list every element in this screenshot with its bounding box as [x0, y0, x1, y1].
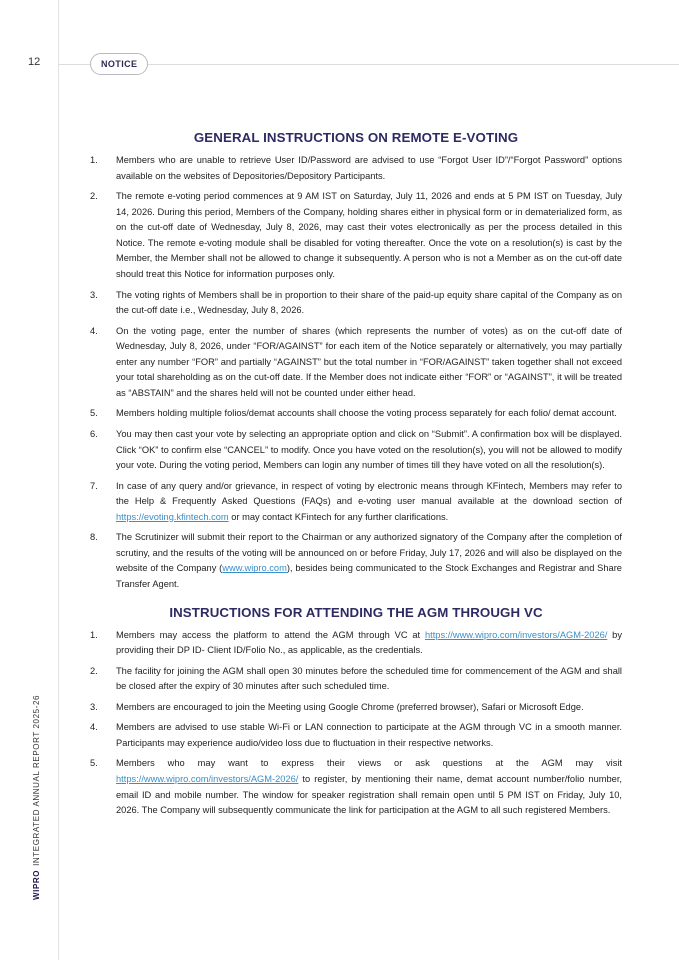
item-text: The Scrutinizer will submit their report to the Chairman or any authorized signatory of the Company after the completion of scrutiny, and the results of the voting will be announced on or before Friday, July 17, 2026 and will also be displayed on the website of the Company (www.wipro.com), besides being communicated to the Stock Exchanges and Registrar and Share Transfer Agent.: [116, 532, 622, 590]
agm-platform-link[interactable]: https://www.wipro.com/investors/AGM-2026/: [424, 629, 608, 640]
list-item: [90, 530, 622, 592]
kfintech-evoting-link[interactable]: https://evoting.kfintech.com: [116, 511, 229, 522]
item-text: On the voting page, enter the number of shares (which represents the number of votes) as on the cut-off date of Wednesday, July 8, 2026, under “FOR/AGAINST” for each item of the Notice separately or alternatively, you may partially enter any number “FOR” and partially “AGAINST” but the total number in “FOR/AGAINST” taken together shall not exceed your total shareholding as on the cut-off date. If the Member does not indicate either “FOR” or “AGAINST”, it will be treated as “ABSTAIN” and the shares held will not be counted under either head.: [116, 325, 622, 398]
list-item: [90, 427, 622, 474]
item-number: 1.: [90, 629, 98, 640]
list-item: [90, 288, 622, 319]
list-item: [90, 756, 622, 818]
item-text: In case of any query and/or grievance, in respect of voting by electronic means through KFintech, Members may refer to the Help & Frequently Asked Questions (FAQs) and e-voting user manual available at the download section of https://evoting.kfintech.com or may contact KFintech for any further clarifications.: [116, 480, 622, 522]
list-item: [90, 479, 622, 526]
item-number: 7.: [90, 480, 98, 491]
item-text: The voting rights of Members shall be in proportion to their share of the paid-up equity share capital of the Company as on the cut-off date i.e., Wednesday, July 8, 2026.: [116, 289, 622, 316]
item-number: 4.: [90, 325, 98, 336]
remote-voting-list: [90, 153, 622, 593]
brand-name: WIPRO: [32, 869, 41, 900]
item-number: 8.: [90, 532, 98, 543]
remote-voting-heading: GENERAL INSTRUCTIONS ON REMOTE E-VOTING: [193, 130, 519, 145]
header-rule: [58, 64, 679, 65]
item-number: 3.: [90, 701, 98, 712]
list-item: [90, 628, 622, 659]
agm-vc-list: [90, 628, 622, 819]
item-text: The facility for joining the AGM shall open 30 minutes before the scheduled time for commencement of the AGM and shall be closed after the expiry of 30 minutes after such scheduled time.: [116, 665, 622, 692]
left-margin-rule: [58, 0, 59, 960]
item-number: 3.: [90, 289, 98, 300]
list-item: [90, 189, 622, 283]
list-item: [90, 664, 622, 695]
list-item: [90, 324, 622, 402]
agm-vc-heading: INSTRUCTIONS FOR ATTENDING THE AGM THROUGH VC: [169, 604, 543, 620]
item-text: Members who may want to express their views or ask questions at the AGM may visit https://www.wipro.com/investors/AGM-2026/ to register, by mentioning their name, demat account number/folio number, email ID and mobile number. The window for speaker registration shall remain open until 5 PM IST on Friday, July 10, 2026. The Company will subsequently communicate the link for participation at the AGM to all such registered Members.: [116, 758, 622, 816]
wipro-website-link[interactable]: www.wipro.com: [222, 563, 287, 574]
item-number: 1.: [90, 155, 98, 165]
page-number: 12: [28, 56, 41, 68]
item-text: Members are encouraged to join the Meeting using Google Chrome (preferred browser), Safari or Microsoft Edge.: [116, 701, 584, 712]
item-text: You may then cast your vote by selecting an appropriate option and click on “Submit”. A confirmation box will be displayed. Click “OK” to confirm else “CANCEL” to modify. Once you have voted on the resolution(s), you will not be allowed to modify your vote. During the voting period, Members can login any number of times till they have voted on all the resolution(s).: [116, 428, 622, 471]
item-text: Members may access the platform to attend the AGM through VC at https://www.wipro.com/investors/AGM-2026/ by providing their DP ID- Client ID/Folio No., as applicable, as the credentials.: [116, 629, 622, 656]
item-text: Members are advised to use stable Wi-Fi or LAN connection to participate at the AGM through VC in a smooth manner. Participants may experience audio/video loss due to fluctuation in their respective networks.: [116, 722, 622, 748]
section-tag: NOTICE: [90, 53, 148, 75]
list-item: [90, 153, 622, 184]
list-item: [90, 406, 622, 422]
item-text: The remote e-voting period commences at 9 AM IST on Saturday, July 11, 2026 and ends at 5 PM IST on Tuesday, July 14, 2026. During this period, Members of the Company, holding shares either in physical form or in dematerialized form, as on the cut-off date of Wednesday, July 8, 2026, may cast their votes electronically as per the process detailed in this Notice. The remote e-voting module shall be disabled for voting thereafter. Once the vote on a resolution(s) is cast by the Member, the Member shall not be allowed to change it subsequently. A person who is not a Member as on the cut-off date should treat this Notice for information purposes only.: [116, 191, 622, 280]
item-number: 5.: [90, 758, 98, 769]
item-text: Members who are unable to retrieve User ID/Password are advised to use “Forgot User ID”/“Forgot Password” options available on the websites of Depositories/Depository Participants.: [116, 155, 622, 181]
item-number: 4.: [90, 722, 98, 733]
item-text: Members holding multiple folios/demat accounts shall choose the voting process separately for each folio/ demat account.: [116, 408, 617, 419]
report-title: INTEGRATED ANNUAL REPORT 2025-26: [32, 694, 41, 866]
item-number: 2.: [90, 191, 98, 202]
list-item: [90, 700, 622, 716]
item-number: 6.: [90, 428, 98, 439]
item-number: 5.: [90, 408, 98, 419]
main-content: [90, 130, 622, 824]
side-running-title: [32, 695, 41, 900]
item-number: 2.: [90, 665, 98, 676]
list-item: [90, 720, 622, 751]
agm-registration-link[interactable]: https://www.wipro.com/investors/AGM-2026/: [116, 773, 299, 784]
